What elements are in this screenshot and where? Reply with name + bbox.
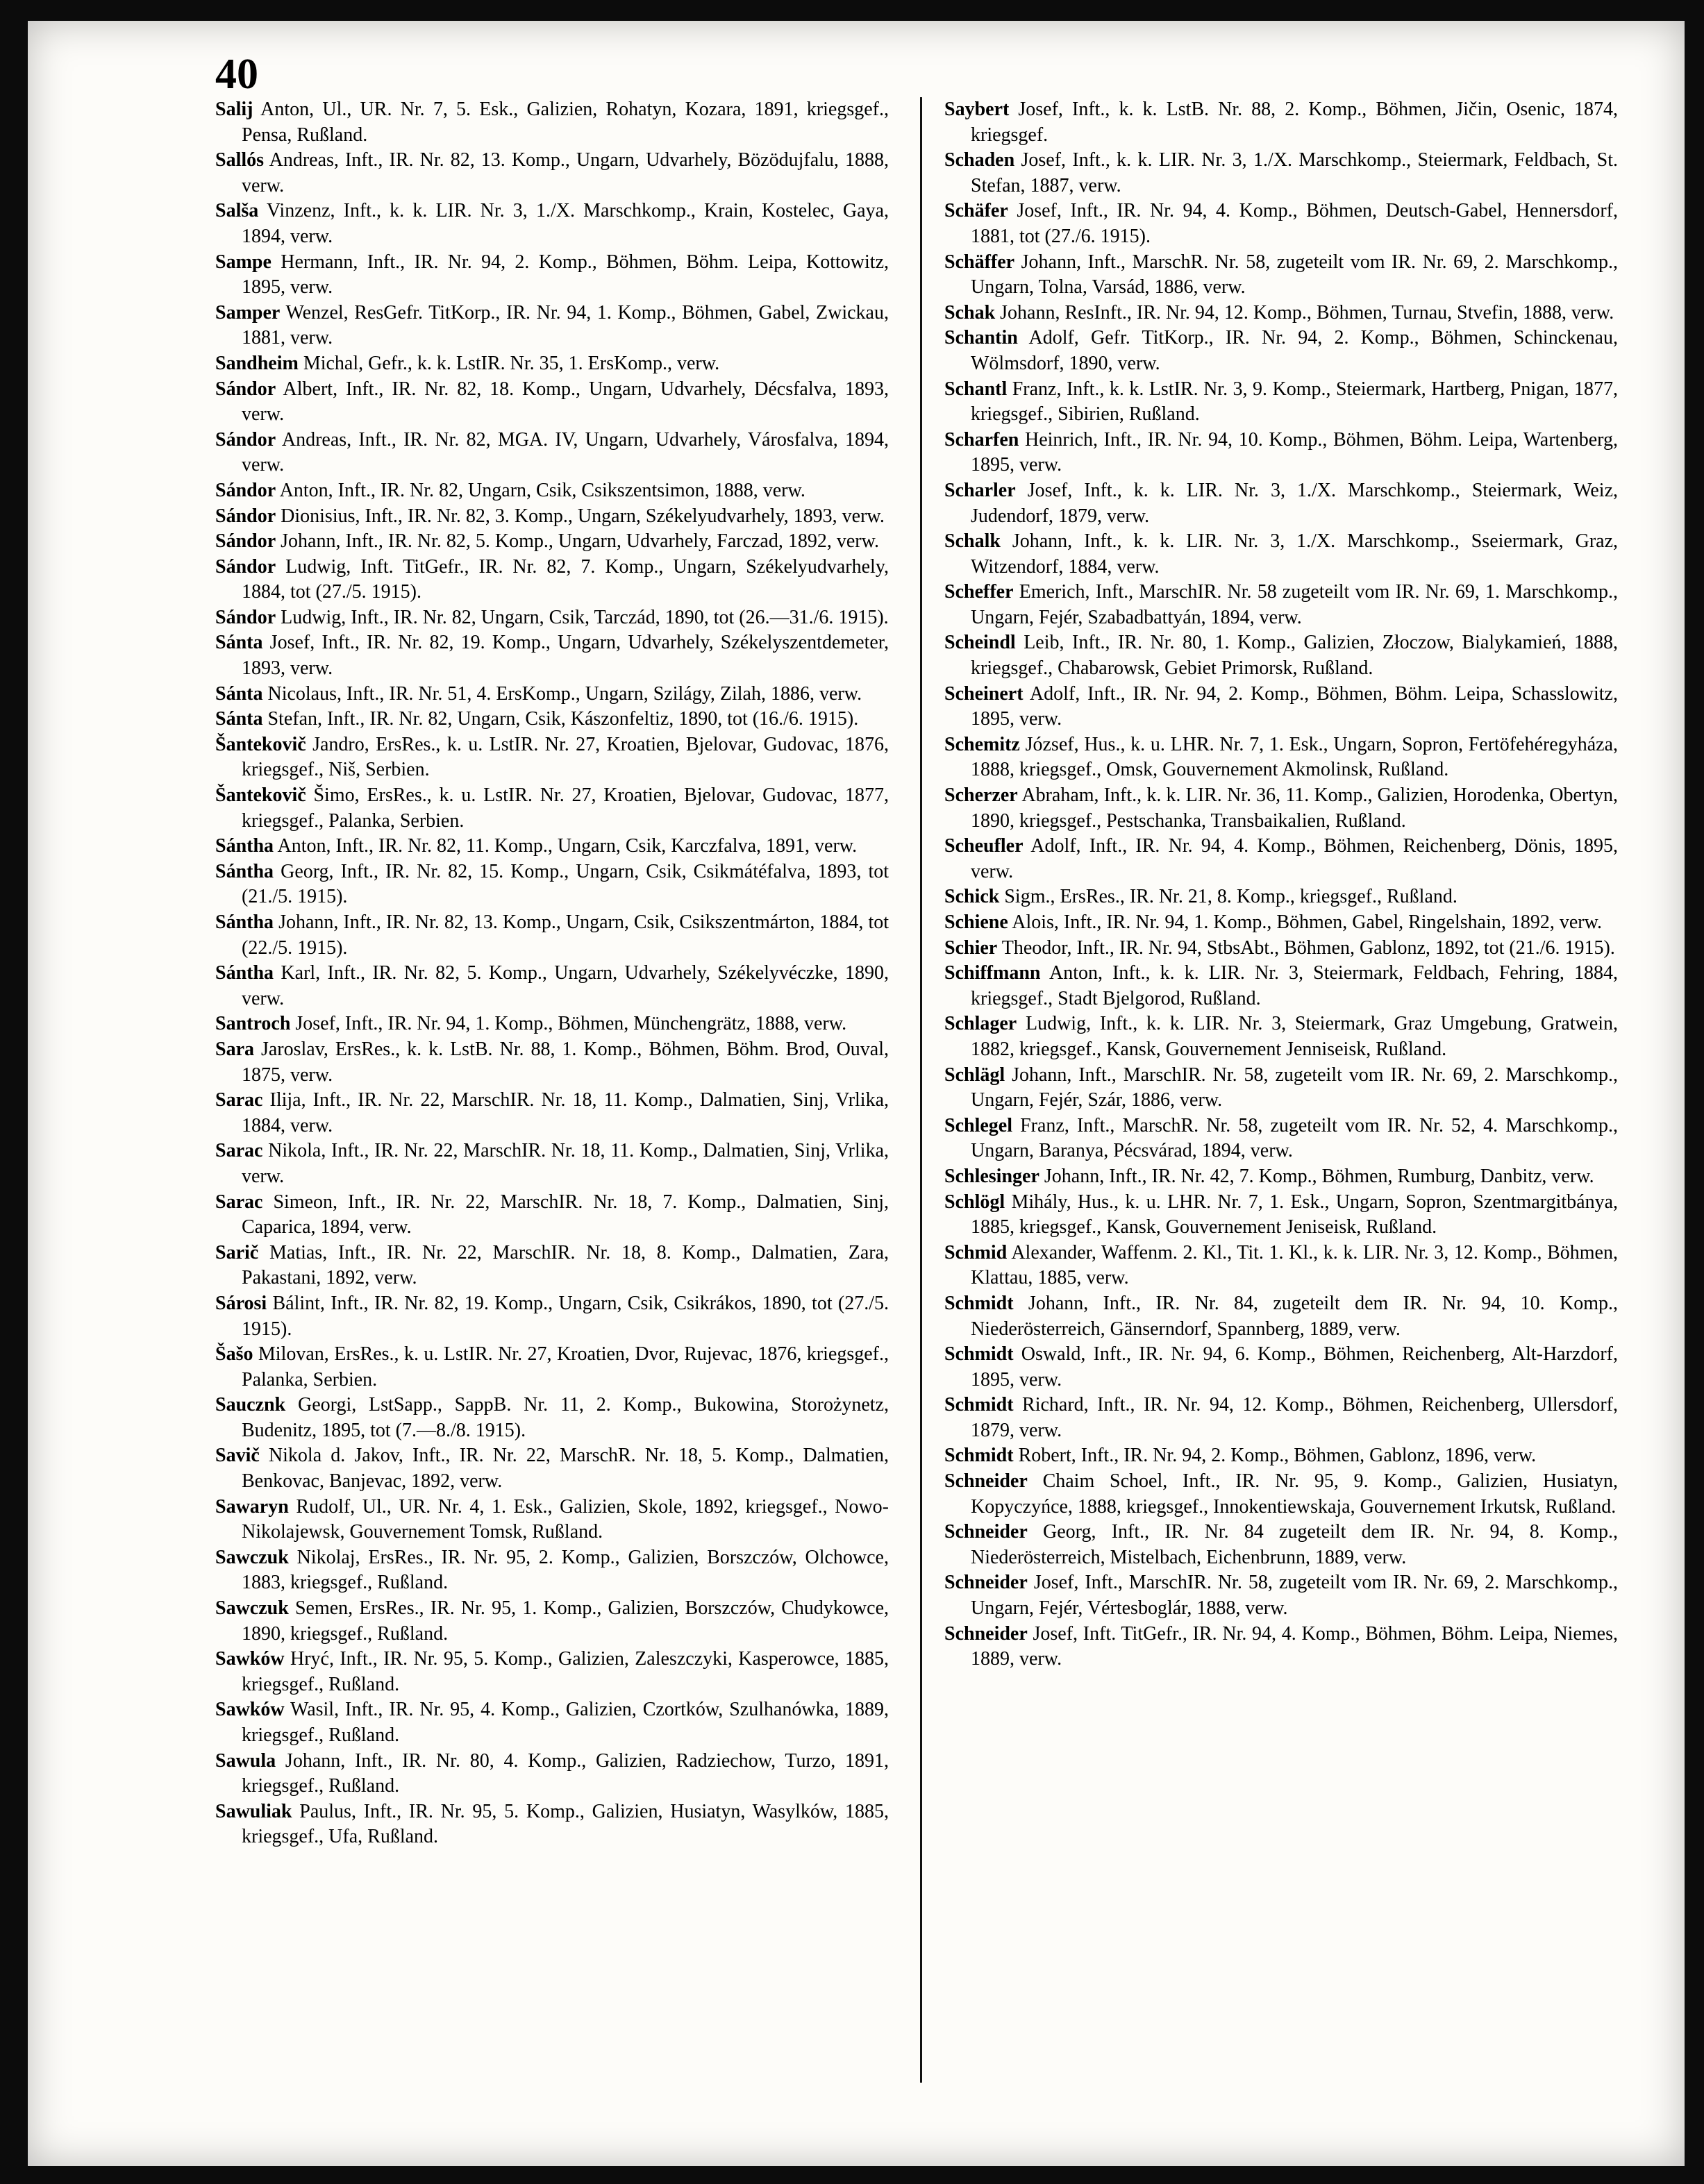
register-entry bbox=[215, 1342, 889, 1393]
entry-details: Johann, ResInft., IR. Nr. 94, 12. Komp., Böhmen, Turnau, Stvefin, 1888, verw. bbox=[1000, 301, 1614, 324]
entry-surname: Schaden bbox=[944, 149, 1015, 171]
entry-surname: Scheindl bbox=[944, 632, 1016, 654]
register-entry bbox=[215, 1393, 889, 1443]
register-entry bbox=[944, 884, 1618, 910]
entry-surname: Sánta bbox=[215, 632, 263, 654]
entry-surname: Schneider bbox=[944, 1572, 1028, 1594]
entry-surname: Schiffmann bbox=[944, 962, 1041, 984]
entry-surname: Schneider bbox=[944, 1622, 1028, 1645]
entry-details: Franz, Inft., MarschR. Nr. 58, zugeteilt vom IR. Nr. 52, 4. Marschkomp., Ungarn, Baranya, Pécsvárad, 1894, verw. bbox=[971, 1114, 1618, 1162]
register-entry bbox=[215, 1545, 889, 1596]
entry-surname: Scharfen bbox=[944, 428, 1019, 451]
entry-details: Johann, Inft., MarschR. Nr. 58, zugeteilt vom IR. Nr. 69, 2. Marschkomp., Ungarn, Tolna, Varsád, 1886, verw. bbox=[971, 251, 1618, 299]
entry-details: Alois, Inft., IR. Nr. 94, 1. Komp., Böhmen, Gabel, Ringelshain, 1892, verw. bbox=[1012, 912, 1603, 933]
entry-details: Georg, Inft., IR. Nr. 82, 15. Komp., Ungarn, Csik, Csikmátéfalva, 1893, tot (21./5. 1915). bbox=[242, 860, 889, 908]
entry-details: Anton, Inft., k. k. LIR. Nr. 3, Steiermark, Feldbach, Fehring, 1884, kriegsgef., Stadt Bjelgorod, Rußland. bbox=[971, 962, 1618, 1009]
register-entry bbox=[944, 97, 1618, 148]
entry-details: Nikola d. Jakov, Inft., IR. Nr. 22, MarschR. Nr. 18, 5. Komp., Dalmatien, Benkovac, Banjevac, 1892, verw. bbox=[242, 1445, 889, 1493]
entry-details: Anton, Inft., IR. Nr. 82, 11. Komp., Ungarn, Csik, Karczfalva, 1891, verw. bbox=[277, 835, 858, 857]
entry-details: Robert, Inft., IR. Nr. 94, 2. Komp., Böhmen, Gablonz, 1896, verw. bbox=[1018, 1445, 1537, 1467]
entry-details: Rudolf, Ul., UR. Nr. 4, 1. Esk., Galizien, Skole, 1892, kriegsgef., Nowo-Nikolajewsk, Gouvernement Tomsk, Rußland. bbox=[242, 1495, 889, 1543]
entry-surname: Schmidt bbox=[944, 1445, 1014, 1467]
entry-surname: Samper bbox=[215, 301, 281, 324]
entry-details: Leib, Inft., IR. Nr. 80, 1. Komp., Galizien, Złoczow, Bialykamień, 1888, kriegsgef., Chabarowsk, Gebiet Primorsk, Rußland. bbox=[971, 632, 1618, 680]
entry-surname: Sánta bbox=[215, 708, 263, 730]
entry-details: Andreas, Inft., IR. Nr. 82, 13. Komp., Ungarn, Udvarhely, Bözödujfalu, 1888, verw. bbox=[242, 149, 889, 196]
register-entry bbox=[215, 682, 889, 707]
entry-details: Milovan, ErsRes., k. u. LstIR. Nr. 27, Kroatien, Dvor, Rujevac, 1876, kriegsgef., Palanka, Serbien. bbox=[242, 1343, 889, 1391]
entry-details: Anton, Inft., IR. Nr. 82, Ungarn, Csik, Csikszentsimon, 1888, verw. bbox=[279, 479, 805, 501]
register-entry bbox=[215, 199, 889, 249]
register-entry bbox=[215, 732, 889, 783]
register-entry bbox=[215, 605, 889, 631]
register-entry bbox=[215, 1697, 889, 1748]
entry-details: Johann, Inft., IR. Nr. 82, 13. Komp., Ungarn, Csik, Csikszentmárton, 1884, tot (22./5. 1915). bbox=[242, 912, 889, 959]
entry-details: Franz, Inft., k. k. LstIR. Nr. 3, 9. Komp., Steiermark, Hartberg, Pnigan, 1877, kriegsgef., Sibirien, Rußland. bbox=[971, 378, 1618, 426]
entry-surname: Schmidt bbox=[944, 1292, 1014, 1314]
register-entry bbox=[944, 1520, 1618, 1570]
entry-surname: Sarac bbox=[215, 1140, 263, 1162]
register-entry bbox=[944, 377, 1618, 428]
entry-details: Heinrich, Inft., IR. Nr. 94, 10. Komp., Böhmen, Böhm. Leipa, Wartenberg, 1895, verw. bbox=[971, 428, 1618, 476]
entry-surname: Sárosi bbox=[215, 1292, 267, 1314]
entry-details: Johann, Inft., IR. Nr. 84, zugeteilt dem IR. Nr. 94, 10. Komp., Niederösterreich, Gänserndorf, Spannberg, 1889, verw. bbox=[971, 1292, 1618, 1340]
entry-details: Dionisius, Inft., IR. Nr. 82, 3. Komp., Ungarn, Székelyudvarhely, 1893, verw. bbox=[281, 505, 885, 527]
entry-surname: Sarac bbox=[215, 1191, 263, 1213]
register-entry bbox=[944, 630, 1618, 681]
entry-details: Abraham, Inft., k. k. LIR. Nr. 36, 11. Komp., Galizien, Horodenka, Obertyn, 1890, kriegsgef., Pestschanka, Transbaikalien, Rußland. bbox=[971, 784, 1618, 832]
entry-surname: Sándor bbox=[215, 606, 276, 628]
register-entry bbox=[215, 1443, 889, 1494]
entry-details: Johann, Inft., MarschIR. Nr. 58, zugeteilt vom IR. Nr. 69, 2. Marschkomp., Ungarn, Fejér, Szár, 1886, verw. bbox=[971, 1064, 1618, 1111]
entry-surname: Šantekovič bbox=[215, 733, 306, 755]
entry-surname: Sara bbox=[215, 1038, 254, 1060]
entry-details: Josef, Inft. TitGefr., IR. Nr. 94, 4. Komp., Böhmen, Böhm. Leipa, Niemes, 1889, verw. bbox=[971, 1622, 1618, 1670]
document-page bbox=[28, 21, 1685, 2166]
register-entry bbox=[944, 1063, 1618, 1114]
register-entry bbox=[215, 250, 889, 301]
entry-details: Hermann, Inft., IR. Nr. 94, 2. Komp., Böhmen, Böhm. Leipa, Kottowitz, 1895, verw. bbox=[242, 251, 889, 299]
entry-surname: Sallós bbox=[215, 149, 265, 171]
register-entry bbox=[215, 555, 889, 605]
entry-details: Adolf, Gefr. TitKorp., IR. Nr. 94, 2. Komp., Böhmen, Schinckenau, Wölmsdorf, 1890, verw. bbox=[971, 327, 1618, 374]
register-entry bbox=[944, 1469, 1618, 1520]
register-entry bbox=[215, 351, 889, 377]
entry-surname: Sampe bbox=[215, 251, 272, 273]
entry-surname: Sarac bbox=[215, 1089, 263, 1111]
entry-details: Adolf, Inft., IR. Nr. 94, 4. Komp., Böhmen, Reichenberg, Dönis, 1895, verw. bbox=[971, 835, 1618, 882]
entry-details: Georg, Inft., IR. Nr. 84 zugeteilt dem IR. Nr. 94, 8. Komp., Niederösterreich, Mistelbach, Eichenbrunn, 1889, verw. bbox=[971, 1521, 1618, 1568]
entry-details: Wasil, Inft., IR. Nr. 95, 4. Komp., Galizien, Czortków, Szulhanówka, 1889, kriegsgef., Rußland. bbox=[242, 1699, 889, 1746]
register-entry bbox=[944, 1190, 1618, 1241]
entry-surname: Sándor bbox=[215, 505, 276, 527]
entry-details: Šimo, ErsRes., k. u. LstIR. Nr. 27, Kroatien, Bjelovar, Gudovac, 1877, kriegsgef., Palanka, Serbien. bbox=[242, 784, 889, 832]
entry-surname: Sántha bbox=[215, 912, 274, 933]
entry-details: Wenzel, ResGefr. TitKorp., IR. Nr. 94, 1. Komp., Böhmen, Gabel, Zwickau, 1881, verw. bbox=[242, 301, 889, 349]
entry-surname: Scharler bbox=[944, 479, 1016, 501]
register-entry bbox=[944, 529, 1618, 580]
entry-surname: Schantin bbox=[944, 327, 1018, 349]
entry-details: Jandro, ErsRes., k. u. LstIR. Nr. 27, Kroatien, Bjelovar, Gudovac, 1876, kriegsgef., Niš, Serbien. bbox=[242, 733, 889, 781]
entry-details: József, Hus., k. u. LHR. Nr. 7, 1. Esk., Ungarn, Sopron, Fertöfehéregyháza, 1888, kriegsgef., Omsk, Gouvernement Akmolinsk, Rußland. bbox=[971, 733, 1618, 781]
register-entry bbox=[944, 834, 1618, 884]
entry-surname: Sántha bbox=[215, 962, 274, 984]
entry-surname: Sawaryn bbox=[215, 1495, 289, 1518]
entry-details: Bálint, Inft., IR. Nr. 82, 19. Komp., Ungarn, Csik, Csikrákos, 1890, tot (27./5. 1915). bbox=[242, 1292, 889, 1340]
entry-surname: Sawczuk bbox=[215, 1546, 289, 1568]
entry-details: Stefan, Inft., IR. Nr. 82, Ungarn, Csik, Kászonfeltiz, 1890, tot (16./6. 1915). bbox=[267, 708, 859, 730]
entry-details: Alexander, Waffenm. 2. Kl., Tit. 1. Kl., k. k. LIR. Nr. 3, 12. Komp., Böhmen, Klattau, 1885, verw. bbox=[971, 1241, 1618, 1289]
entry-surname: Schmid bbox=[944, 1241, 1008, 1263]
entry-surname: Scheffer bbox=[944, 581, 1014, 603]
register-entry bbox=[944, 301, 1618, 326]
register-entry bbox=[215, 478, 889, 504]
register-entry bbox=[944, 682, 1618, 732]
page-number: 40 bbox=[215, 51, 258, 98]
entry-details: Hryć, Inft., IR. Nr. 95, 5. Komp., Galizien, Zaleszczyki, Kasperowce, 1885, kriegsgef., Rußland. bbox=[242, 1648, 889, 1695]
entry-surname: Sarič bbox=[215, 1241, 259, 1263]
entry-details: Josef, Inft., IR. Nr. 94, 4. Komp., Böhmen, Deutsch-Gabel, Hennersdorf, 1881, tot (27./6. 1915). bbox=[971, 200, 1618, 247]
register-entry bbox=[944, 910, 1618, 936]
register-entry bbox=[944, 936, 1618, 961]
register-entry bbox=[944, 1570, 1618, 1621]
entry-surname: Schak bbox=[944, 301, 996, 324]
entry-details: Johann, Inft., IR. Nr. 80, 4. Komp., Galizien, Radziechow, Turzo, 1891, kriegsgef., Rußland. bbox=[242, 1749, 889, 1797]
entry-details: Ludwig, Inft. TitGefr., IR. Nr. 82, 7. Komp., Ungarn, Székelyudvarhely, 1884, tot (27./5. 1915). bbox=[242, 555, 889, 603]
register-entry bbox=[215, 504, 889, 530]
entry-surname: Salij bbox=[215, 99, 253, 120]
column-divider bbox=[920, 97, 922, 2083]
entry-surname: Schmidt bbox=[944, 1394, 1014, 1416]
register-entry bbox=[215, 1241, 889, 1291]
left-column bbox=[215, 97, 889, 1850]
right-column bbox=[944, 97, 1618, 1672]
entry-surname: Santroch bbox=[215, 1013, 291, 1035]
entry-surname: Schneider bbox=[944, 1470, 1028, 1493]
entry-surname: Schäffer bbox=[944, 251, 1015, 273]
entry-surname: Schier bbox=[944, 936, 998, 959]
register-entry bbox=[944, 428, 1618, 478]
entry-surname: Schalk bbox=[944, 530, 1001, 553]
entry-details: Nikolaj, ErsRes., IR. Nr. 95, 2. Komp., Galizien, Borszczów, Olchowce, 1883, kriegsgef., Rußland. bbox=[242, 1546, 889, 1594]
register-entry bbox=[944, 580, 1618, 630]
entry-details: Josef, Inft., MarschIR. Nr. 58, zugeteilt vom IR. Nr. 69, 2. Marschkomp., Ungarn, Fejér, Vértesboglár, 1888, verw. bbox=[971, 1572, 1618, 1620]
entry-details: Josef, Inft., IR. Nr. 94, 1. Komp., Böhmen, Münchengrätz, 1888, verw. bbox=[295, 1013, 847, 1035]
entry-details: Adolf, Inft., IR. Nr. 94, 2. Komp., Böhmen, Böhm. Leipa, Schasslowitz, 1895, verw. bbox=[971, 682, 1618, 730]
entry-details: Karl, Inft., IR. Nr. 82, 5. Komp., Ungarn, Udvarhely, Székelyvéczke, 1890, verw. bbox=[242, 962, 889, 1009]
register-entry bbox=[944, 148, 1618, 199]
entry-surname: Šantekovič bbox=[215, 784, 306, 807]
entry-surname: Schick bbox=[944, 886, 1000, 908]
entry-surname: Salša bbox=[215, 200, 259, 222]
entry-surname: Schlögl bbox=[944, 1191, 1005, 1213]
entry-details: Simeon, Inft., IR. Nr. 22, MarschIR. Nr. 18, 7. Komp., Dalmatien, Sinj, Caparica, 1894, verw. bbox=[242, 1191, 889, 1238]
entry-surname: Sawczuk bbox=[215, 1597, 289, 1620]
register-entry bbox=[215, 961, 889, 1011]
entry-surname: Sándor bbox=[215, 530, 276, 553]
register-entry bbox=[215, 783, 889, 834]
entry-details: Johann, Inft., k. k. LIR. Nr. 3, 1./X. Marschkomp., Sseiermark, Graz, Witzendorf, 1884, verw. bbox=[971, 530, 1618, 578]
register-entry bbox=[944, 250, 1618, 301]
register-entry bbox=[944, 783, 1618, 834]
entry-surname: Sántha bbox=[215, 860, 274, 882]
entry-details: Vinzenz, Inft., k. k. LIR. Nr. 3, 1./X. Marschkomp., Krain, Kostelec, Gaya, 1894, verw. bbox=[242, 200, 889, 247]
entry-surname: Schlesinger bbox=[944, 1165, 1039, 1187]
register-entry bbox=[215, 1139, 889, 1189]
register-entry bbox=[944, 1393, 1618, 1443]
register-entry bbox=[215, 1596, 889, 1647]
entry-surname: Schemitz bbox=[944, 733, 1020, 755]
entry-details: Sigm., ErsRes., IR. Nr. 21, 8. Komp., kriegsgef., Rußland. bbox=[1004, 886, 1457, 908]
entry-surname: Sandheim bbox=[215, 352, 299, 374]
entry-surname: Scheufler bbox=[944, 835, 1024, 857]
register-entry bbox=[215, 529, 889, 555]
register-entry bbox=[944, 1342, 1618, 1393]
entry-details: Jaroslav, ErsRes., k. k. LstB. Nr. 88, 1. Komp., Böhmen, Böhm. Brod, Ouval, 1875, verw. bbox=[242, 1038, 889, 1086]
entry-details: Johann, Inft., IR. Nr. 82, 5. Komp., Ungarn, Udvarhely, Farczad, 1892, verw. bbox=[281, 530, 880, 553]
entry-details: Georgi, LstSapp., SappB. Nr. 11, 2. Komp., Bukowina, Storożynetz, Budenitz, 1895, tot (7.—8./8. 1915). bbox=[242, 1394, 889, 1441]
entry-details: Nicolaus, Inft., IR. Nr. 51, 4. ErsKomp., Ungarn, Szilágy, Zilah, 1886, verw. bbox=[267, 682, 862, 705]
register-entry bbox=[944, 1114, 1618, 1164]
register-entry bbox=[215, 834, 889, 859]
register-entry bbox=[215, 1037, 889, 1088]
register-entry bbox=[215, 910, 889, 961]
entry-surname: Sawków bbox=[215, 1648, 285, 1670]
entry-details: Mihály, Hus., k. u. LHR. Nr. 7, 1. Esk., Ungarn, Sopron, Szentmargitbánya, 1885, kriegsgef., Kansk, Gouvernement Jeniseisk, Rußland. bbox=[971, 1191, 1618, 1238]
entry-details: Anton, Ul., UR. Nr. 7, 5. Esk., Galizien, Rohatyn, Kozara, 1891, kriegsgef., Pensa, Rußland. bbox=[242, 99, 889, 146]
register-entry bbox=[215, 1749, 889, 1799]
entry-surname: Sawków bbox=[215, 1699, 285, 1721]
register-entry bbox=[944, 1443, 1618, 1469]
register-entry bbox=[215, 1495, 889, 1545]
entry-surname: Sántha bbox=[215, 835, 274, 857]
register-entry bbox=[215, 97, 889, 148]
register-entry bbox=[944, 1164, 1618, 1190]
entry-surname: Sánta bbox=[215, 682, 263, 705]
entry-surname: Šašo bbox=[215, 1343, 253, 1366]
register-entry bbox=[215, 707, 889, 732]
entry-surname: Schäfer bbox=[944, 200, 1008, 222]
register-entry bbox=[944, 1011, 1618, 1062]
entry-surname: Sándor bbox=[215, 378, 276, 400]
entry-details: Josef, Inft., k. k. LstB. Nr. 88, 2. Komp., Böhmen, Jičin, Osenic, 1874, kriegsgef. bbox=[971, 99, 1618, 146]
register-entry bbox=[944, 1291, 1618, 1342]
register-entry bbox=[944, 478, 1618, 529]
register-entry bbox=[215, 1011, 889, 1037]
entry-surname: Scherzer bbox=[944, 784, 1018, 807]
entry-surname: Schlager bbox=[944, 1013, 1017, 1035]
entry-details: Albert, Inft., IR. Nr. 82, 18. Komp., Ungarn, Udvarhely, Décsfalva, 1893, verw. bbox=[242, 378, 889, 426]
register-entry bbox=[944, 326, 1618, 376]
entry-details: Oswald, Inft., IR. Nr. 94, 6. Komp., Böhmen, Reichenberg, Alt-Harzdorf, 1895, verw. bbox=[971, 1343, 1618, 1391]
entry-details: Chaim Schoel, Inft., IR. Nr. 95, 9. Komp., Galizien, Husiatyn, Kopyczyńce, 1888, kriegsgef., Innokentiewskaja, Gouvernement Irkutsk, Rußland. bbox=[971, 1470, 1618, 1518]
entry-surname: Schantl bbox=[944, 378, 1008, 400]
entry-details: Andreas, Inft., IR. Nr. 82, MGA. IV, Ungarn, Udvarhely, Városfalva, 1894, verw. bbox=[242, 428, 889, 476]
entry-details: Michal, Gefr., k. k. LstIR. Nr. 35, 1. ErsKomp., verw. bbox=[303, 352, 720, 374]
entry-details: Matias, Inft., IR. Nr. 22, MarschIR. Nr. 18, 8. Komp., Dalmatien, Zara, Pakastani, 1892, verw. bbox=[242, 1241, 889, 1289]
entry-details: Semen, ErsRes., IR. Nr. 95, 1. Komp., Galizien, Borszczów, Chudykowce, 1890, kriegsgef., Rußland. bbox=[242, 1597, 889, 1645]
register-entry bbox=[944, 732, 1618, 783]
register-entry bbox=[215, 148, 889, 199]
register-entry bbox=[944, 961, 1618, 1011]
entry-details: Josef, Inft., IR. Nr. 82, 19. Komp., Ungarn, Udvarhely, Székelyszentdemeter, 1893, verw. bbox=[242, 632, 889, 680]
register-entry bbox=[215, 1190, 889, 1241]
entry-details: Josef, Inft., k. k. LIR. Nr. 3, 1./X. Marschkomp., Steiermark, Feldbach, St. Stefan, 1887, verw. bbox=[971, 149, 1618, 196]
register-entry bbox=[215, 630, 889, 681]
entry-surname: Sándor bbox=[215, 428, 276, 451]
entry-surname: Sawula bbox=[215, 1749, 276, 1772]
entry-surname: Schmidt bbox=[944, 1343, 1014, 1366]
register-entry bbox=[215, 859, 889, 910]
register-entry bbox=[944, 199, 1618, 249]
register-entry bbox=[215, 1291, 889, 1342]
entry-surname: Sawuliak bbox=[215, 1800, 292, 1822]
register-entry bbox=[944, 1241, 1618, 1291]
entry-details: Johann, Inft., IR. Nr. 42, 7. Komp., Böhmen, Rumburg, Danbitz, verw. bbox=[1044, 1165, 1594, 1187]
entry-surname: Schiene bbox=[944, 912, 1008, 933]
entry-surname: Schlägl bbox=[944, 1064, 1005, 1086]
register-entry bbox=[215, 428, 889, 478]
register-entry bbox=[215, 301, 889, 351]
entry-details: Josef, Inft., k. k. LIR. Nr. 3, 1./X. Marschkomp., Steiermark, Weiz, Judendorf, 1879, verw. bbox=[971, 479, 1618, 527]
entry-surname: Scheinert bbox=[944, 682, 1024, 705]
entry-details: Nikola, Inft., IR. Nr. 22, MarschIR. Nr. 18, 11. Komp., Dalmatien, Sinj, Vrlika, verw. bbox=[242, 1140, 889, 1187]
register-entry bbox=[944, 1622, 1618, 1672]
register-entry bbox=[215, 377, 889, 428]
entry-details: Paulus, Inft., IR. Nr. 95, 5. Komp., Galizien, Husiatyn, Wasylków, 1885, kriegsgef., Ufa, Rußland. bbox=[242, 1800, 889, 1848]
entry-details: Theodor, Inft., IR. Nr. 94, StbsAbt., Böhmen, Gablonz, 1892, tot (21./6. 1915). bbox=[1001, 936, 1615, 959]
entry-details: Richard, Inft., IR. Nr. 94, 12. Komp., Böhmen, Reichenberg, Ullersdorf, 1879, verw. bbox=[971, 1394, 1618, 1441]
entry-surname: Sándor bbox=[215, 479, 276, 501]
entry-surname: Saybert bbox=[944, 99, 1010, 120]
entry-surname: Schlegel bbox=[944, 1114, 1012, 1136]
entry-details: Ilija, Inft., IR. Nr. 22, MarschIR. Nr. 18, 11. Komp., Dalmatien, Sinj, Vrlika, 1884, verw. bbox=[242, 1089, 889, 1136]
entry-details: Ludwig, Inft., IR. Nr. 82, Ungarn, Csik, Tarczád, 1890, tot (26.—31./6. 1915). bbox=[281, 606, 889, 628]
entry-details: Emerich, Inft., MarschIR. Nr. 58 zugeteilt vom IR. Nr. 69, 1. Marschkomp., Ungarn, Fejér, Szabadbattyán, 1894, verw. bbox=[971, 581, 1618, 628]
entry-surname: Savič bbox=[215, 1445, 260, 1467]
entry-surname: Schneider bbox=[944, 1521, 1028, 1543]
entry-surname: Saucznk bbox=[215, 1394, 286, 1416]
register-entry bbox=[215, 1799, 889, 1850]
register-entry bbox=[215, 1647, 889, 1697]
entry-surname: Sándor bbox=[215, 555, 276, 578]
entry-details: Ludwig, Inft., k. k. LIR. Nr. 3, Steiermark, Graz Umgebung, Gratwein, 1882, kriegsgef., Kansk, Gouvernement Jenniseisk, Rußland. bbox=[971, 1013, 1618, 1060]
register-entry bbox=[215, 1088, 889, 1139]
